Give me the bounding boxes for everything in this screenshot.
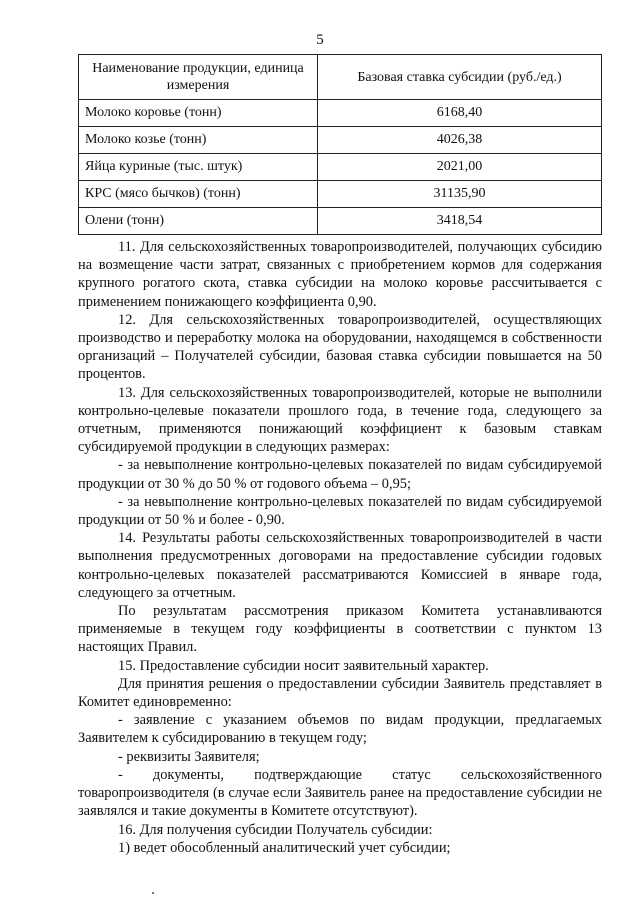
table-row bbox=[79, 208, 602, 235]
rate-value: 6168,40 bbox=[318, 100, 602, 127]
product-name: Яйца куриные (тыс. штук) bbox=[79, 154, 318, 181]
paragraph-13: 13. Для сельскохозяйственных товаропроизводителей, которые не выполнили контрольно-целевые показатели прошлого года, в течение года, следующего за отчетным, применяются понижающий коэффициент к базовым ставкам субсидируемой продукции в следующих размерах: bbox=[78, 384, 602, 456]
table-header-row bbox=[79, 55, 602, 100]
rate-value: 2021,00 bbox=[318, 154, 602, 181]
paragraph-11: 11. Для сельскохозяйственных товаропроизводителей, получающих субсидию на возмещение части затрат, связанных с приобретением кормов для содержания крупного рогатого скота, ставка субсидии на молоко коровье рассчитывается с применением понижающего коэффициента 0,90. bbox=[78, 239, 602, 310]
list-item: - за невыполнение контрольно-целевых показателей по видам субсидируемой продукции от 50 % и более - 0,90. bbox=[78, 493, 602, 529]
product-name: Молоко коровье (тонн) bbox=[79, 100, 318, 127]
paragraph-16: 16. Для получения субсидии Получатель субсидии: bbox=[118, 821, 433, 838]
rate-value: 3418,54 bbox=[318, 208, 602, 235]
rate-value: 31135,90 bbox=[318, 181, 602, 208]
list-item: - за невыполнение контрольно-целевых показателей по видам субсидируемой продукции от 30 % до 50 % от годового объема – 0,95; bbox=[78, 457, 602, 492]
document-body bbox=[78, 238, 602, 857]
rate-value: 4026,38 bbox=[318, 127, 602, 154]
product-name: Олени (тонн) bbox=[79, 208, 318, 235]
table-row bbox=[79, 100, 602, 127]
table-row bbox=[79, 154, 602, 181]
list-item: - заявление с указанием объемов по видам продукции, предлагаемых Заявителем к субсидированию в текущем году; bbox=[78, 712, 602, 747]
table-row bbox=[79, 127, 602, 154]
list-item: - документы, подтверждающие статус сельскохозяйственного товаропроизводителя (в случае если Заявитель ранее на предоставление субсидии не заявлялся и такие документы в Комитете отсутствуют). bbox=[78, 766, 602, 820]
product-name: КРС (мясо бычков) (тонн) bbox=[79, 181, 318, 208]
paragraph-12: 12. Для сельскохозяйственных товаропроизводителей, осуществляющих производство и переработку молока на оборудовании, находящемся в собственности организаций – Получателей субсидии, базовая ставка субсидии повышается на 50 процентов. bbox=[78, 311, 602, 383]
paragraph: Для принятия решения о предоставлении субсидии Заявитель представляет в Комитет единовременно: bbox=[78, 675, 602, 711]
list-item: 1) ведет обособленный аналитический учет субсидии; bbox=[118, 839, 451, 856]
scan-artifact bbox=[152, 892, 154, 894]
subsidy-rates-table bbox=[78, 54, 602, 235]
paragraph-14: 14. Результаты работы сельскохозяйственных товаропроизводителей в части выполнения предусмотренных договорами на предоставление субсидии годовых контрольно-целевых показателей рассматриваются Комиссией в январе года, следующего за отчетным. bbox=[78, 530, 602, 601]
list-item: - реквизиты Заявителя; bbox=[118, 748, 260, 765]
paragraph-15: 15. Предоставление субсидии носит заявительный характер. bbox=[118, 657, 489, 674]
product-name: Молоко козье (тонн) bbox=[79, 127, 318, 154]
table-row bbox=[79, 181, 602, 208]
header-product: Наименование продукции, единица измерения bbox=[79, 55, 318, 100]
header-rate: Базовая ставка субсидии (руб./ед.) bbox=[318, 55, 602, 100]
page-number: 5 bbox=[316, 32, 324, 48]
paragraph: По результатам рассмотрения приказом Комитета устанавливаются применяемые в текущем году коэффициенты в соответствии с пунктом 13 настоящих Правил. bbox=[78, 603, 602, 656]
